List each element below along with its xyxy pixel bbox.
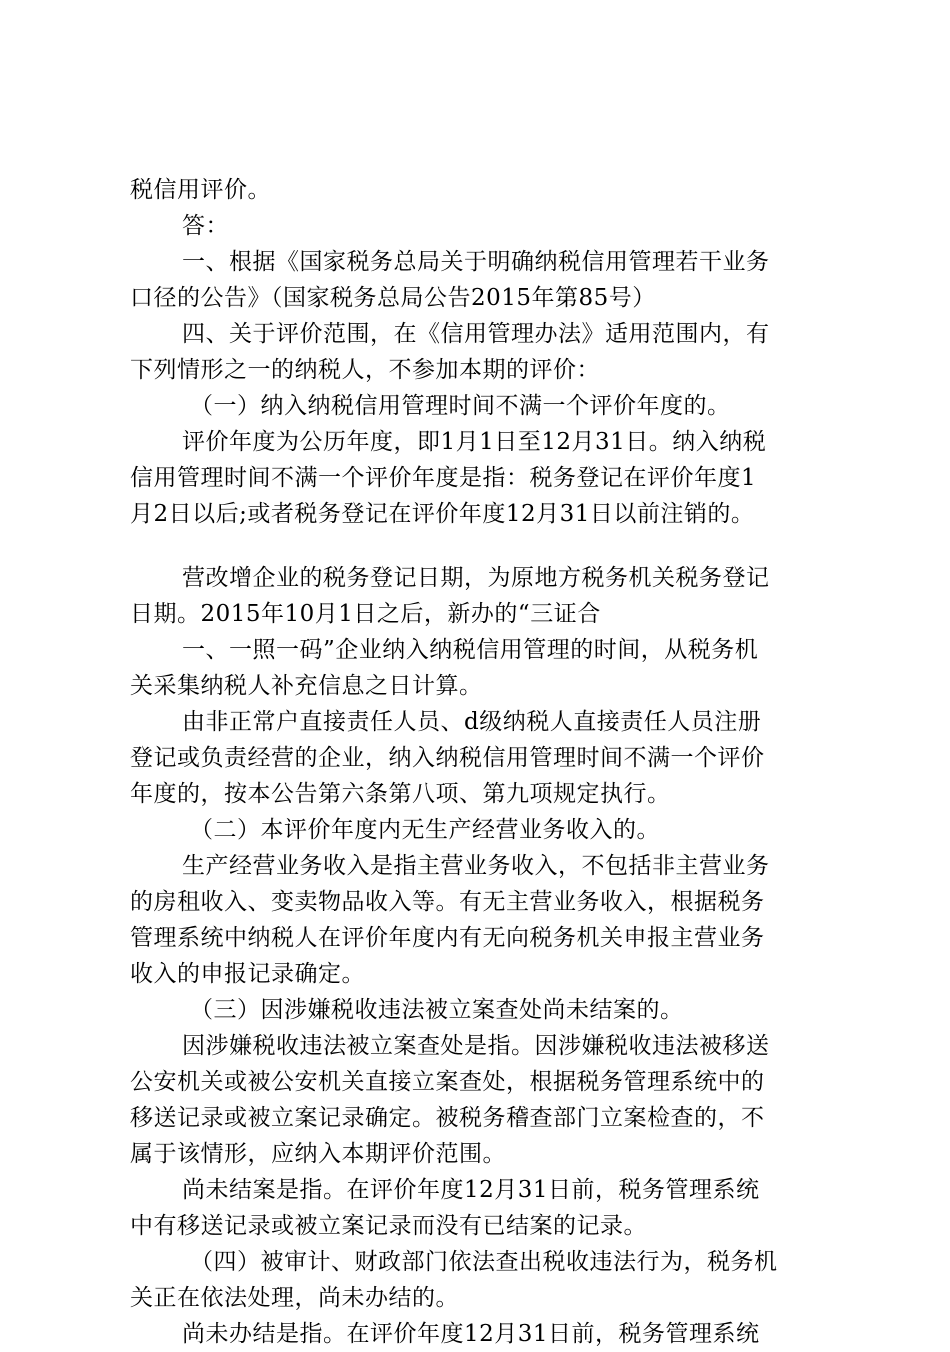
paragraph-line: 年度的，按本公告第六条第八项、第九项规定执行。 xyxy=(130,781,671,807)
section-heading: （四）被审计、财政部门依法查出税收违法行为，税务机 xyxy=(190,1249,778,1275)
paragraph-line: 信用管理时间不满一个评价年度是指：税务登记在评价年度1 xyxy=(130,465,757,491)
paragraph-line: 尚未办结是指。在评价年度12月31日前，税务管理系统 xyxy=(182,1321,760,1347)
paragraph-line: 一、一照一码”企业纳入纳税信用管理的时间，从税务机 xyxy=(182,637,759,663)
section-heading: （一）纳入纳税信用管理时间不满一个评价年度的。 xyxy=(190,393,731,419)
paragraph-line: 收入的申报记录确定。 xyxy=(130,961,365,987)
paragraph-line: 关采集纳税人补充信息之日计算。 xyxy=(130,673,483,699)
paragraph-line: 日期。2015年10月1日之后，新办的“三证合 xyxy=(130,601,601,627)
paragraph-line: 关正在依法处理，尚未办结的。 xyxy=(130,1285,459,1311)
paragraph-line: 中有移送记录或被立案记录而没有已结案的记录。 xyxy=(130,1213,647,1239)
paragraph-line: 因涉嫌税收违法被立案查处是指。因涉嫌税收违法被移送 xyxy=(182,1033,770,1059)
section-heading: （二）本评价年度内无生产经营业务收入的。 xyxy=(190,817,660,843)
paragraph-line: 下列情形之一的纳税人，不参加本期的评价： xyxy=(130,357,600,383)
paragraph-line: 生产经营业务收入是指主营业务收入，不包括非主营业务 xyxy=(182,853,770,879)
paragraph-line: 的房租收入、变卖物品收入等。有无主营业务收入，根据税务 xyxy=(130,889,765,915)
paragraph-gap xyxy=(130,532,832,560)
paragraph-line: 属于该情形，应纳入本期评价范围。 xyxy=(130,1141,506,1167)
paragraph-line: 移送记录或被立案记录确定。被税务稽查部门立案检查的，不 xyxy=(130,1105,765,1131)
paragraph-line: 登记或负责经营的企业，纳入纳税信用管理时间不满一个评价 xyxy=(130,745,765,771)
document-body xyxy=(130,172,832,1352)
text-line: 税信用评价。 xyxy=(130,177,271,203)
paragraph-line: 评价年度为公历年度，即1月1日至12月31日。纳入纳税 xyxy=(182,429,767,455)
paragraph-line: 管理系统中纳税人在评价年度内有无向税务机关申报主营业务 xyxy=(130,925,765,951)
paragraph-line: 公安机关或被公安机关直接立案查处，根据税务管理系统中的 xyxy=(130,1069,765,1095)
paragraph-line: 营改增企业的税务登记日期，为原地方税务机关税务登记 xyxy=(182,565,770,591)
paragraph-line: 由非正常户直接责任人员、d级纳税人直接责任人员注册 xyxy=(182,709,762,735)
paragraph-line: 一、根据《国家税务总局关于明确纳税信用管理若干业务 xyxy=(182,249,770,275)
paragraph-line: 尚未结案是指。在评价年度12月31日前，税务管理系统 xyxy=(182,1177,760,1203)
answer-label: 答： xyxy=(182,213,229,239)
paragraph-line: 口径的公告》（国家税务总局公告2015年第85号） xyxy=(130,285,656,311)
paragraph-line: 四、关于评价范围，在《信用管理办法》适用范围内，有 xyxy=(182,321,770,347)
section-heading: （三）因涉嫌税收违法被立案查处尚未结案的。 xyxy=(190,997,684,1023)
paragraph-line: 月2日以后;或者税务登记在评价年度12月31日以前注销的。 xyxy=(130,501,755,527)
